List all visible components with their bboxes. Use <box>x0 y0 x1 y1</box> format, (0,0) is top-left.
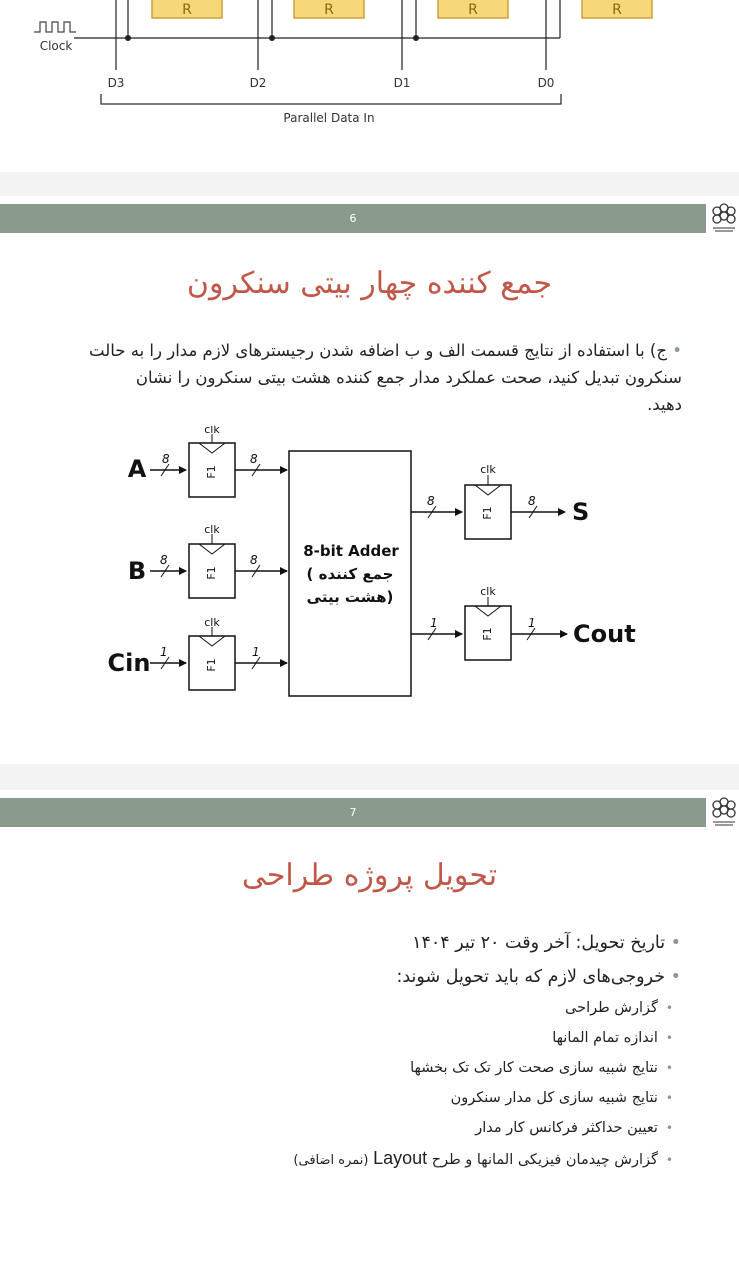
svg-text:8-bit Adder: 8-bit Adder <box>303 542 399 560</box>
bus-width-label: 1 <box>430 616 438 630</box>
bus-width-label: 8 <box>528 494 536 508</box>
bullet-icon: • <box>665 933 681 953</box>
bus-width-label: 1 <box>160 645 168 659</box>
output-label-s: S <box>572 498 590 526</box>
clk-label: clk <box>480 585 496 598</box>
bullet-icon: • <box>665 1091 673 1105</box>
bus-width-label: 8 <box>427 494 435 508</box>
flipflop-cout <box>465 606 511 660</box>
page-number: 7 <box>349 806 357 819</box>
svg-text:(هشت بیتی: (هشت بیتی <box>306 588 394 606</box>
svg-text:R: R <box>612 2 622 18</box>
bullet-icon: • <box>665 1153 673 1167</box>
paragraph-line: دهید. <box>647 395 682 414</box>
clk-label: clk <box>204 426 220 436</box>
sub-list-item: •نتایج شبیه سازی صحت کار تک تک بخشها <box>410 1060 673 1076</box>
clk-label: clk <box>204 616 220 629</box>
clk-label: clk <box>480 463 496 476</box>
synchronous-adder-diagram <box>0 426 739 756</box>
parallel-data-label: Parallel Data In <box>283 111 375 125</box>
data-input-d1: D1 <box>393 76 411 90</box>
bullet-icon: • <box>665 1061 673 1075</box>
svg-text:F1: F1 <box>205 658 218 672</box>
bus-width-label: 8 <box>250 553 258 567</box>
deliverables-sublist <box>113 993 673 1173</box>
output-label-cout: Cout <box>573 620 636 648</box>
clk-label: clk <box>204 523 220 536</box>
input-label-b: B <box>127 557 147 585</box>
university-logo-icon <box>709 796 739 828</box>
clock-waveform-icon <box>34 22 76 32</box>
page-number: 6 <box>349 212 357 225</box>
sub-list-item: •گزارش طراحی <box>565 1000 673 1016</box>
data-input-d3: D3 <box>107 76 125 90</box>
register-box <box>438 0 508 18</box>
sub-list-item: •گزارش چیدمان فیزیکی المانها و طرح Layout (نمره اضافی) <box>293 1148 673 1168</box>
flipflop-b <box>189 544 235 598</box>
flipflop-s <box>465 485 511 539</box>
svg-text:R: R <box>182 2 192 18</box>
bus-width-label: 8 <box>160 553 168 567</box>
sub-list-item: •تعیین حداکثر فرکانس کار مدار <box>475 1120 673 1136</box>
list-item: • خروجی‌های لازم که باید تحویل شوند: <box>396 967 681 987</box>
slide-title: تحویل پروژه طراحی <box>241 858 498 893</box>
bus-width-label: 8 <box>250 452 258 466</box>
university-logo-icon <box>709 202 739 234</box>
parallel-data-bracket <box>101 94 561 104</box>
svg-text:R: R <box>324 2 334 18</box>
bus-width-label: 8 <box>162 452 170 466</box>
register-box <box>152 0 222 18</box>
input-label-a: A <box>127 455 147 483</box>
input-label-cin: Cin <box>107 649 151 677</box>
deliverables-list <box>81 926 681 994</box>
slide-title: جمع کننده چهار بیتی سنکرون <box>186 266 553 301</box>
slide-banner <box>0 798 706 827</box>
svg-text:F1: F1 <box>481 506 494 520</box>
sub-list-item: •نتایج شبیه سازی کل مدار سنکرون <box>450 1090 673 1106</box>
list-item: • تاریخ تحویل: آخر وقت ۲۰ تیر ۱۴۰۴ <box>412 933 681 953</box>
layout-term: Layout <box>373 1148 428 1168</box>
slide-fragment-shift-register <box>0 0 739 172</box>
slide-banner <box>0 204 706 233</box>
bullet-icon: • <box>665 967 681 987</box>
extra-credit-note: (نمره اضافی) <box>293 1153 369 1168</box>
bullet-icon: • <box>665 1001 673 1015</box>
flipflop-a <box>189 443 235 497</box>
sub-list-item: •اندازه تمام المانها <box>552 1030 673 1046</box>
paragraph-line: سنکرون تبدیل کنید، صحت عملکرد مدار جمع کننده هشت بیتی سنکرون را نشان <box>135 368 682 387</box>
data-input-d2: D2 <box>249 76 267 90</box>
bullet-icon: • <box>667 341 682 360</box>
register-box <box>582 0 652 18</box>
bullet-icon: • <box>665 1121 673 1135</box>
bus-width-label: 1 <box>528 616 536 630</box>
svg-text:F1: F1 <box>205 465 218 479</box>
paragraph-line: • ج) با استفاده از نتایج قسمت الف و ب اضافه شدن رجیسترهای لازم مدار را به حالت <box>89 341 682 360</box>
adder-block <box>289 451 411 696</box>
svg-text:F1: F1 <box>205 566 218 580</box>
shift-register-diagram <box>0 0 739 172</box>
slide-6 <box>0 196 739 764</box>
slide-7 <box>0 790 739 1280</box>
slide-paragraph <box>42 337 682 418</box>
clock-label: Clock <box>39 39 73 53</box>
register-box <box>294 0 364 18</box>
svg-text:جمع کننده ): جمع کننده ) <box>306 565 394 583</box>
flipflop-cin <box>189 636 235 690</box>
bullet-icon: • <box>665 1031 673 1045</box>
data-input-d0: D0 <box>537 76 555 90</box>
svg-text:R: R <box>468 2 478 18</box>
bus-width-label: 1 <box>252 645 260 659</box>
svg-text:F1: F1 <box>481 627 494 641</box>
